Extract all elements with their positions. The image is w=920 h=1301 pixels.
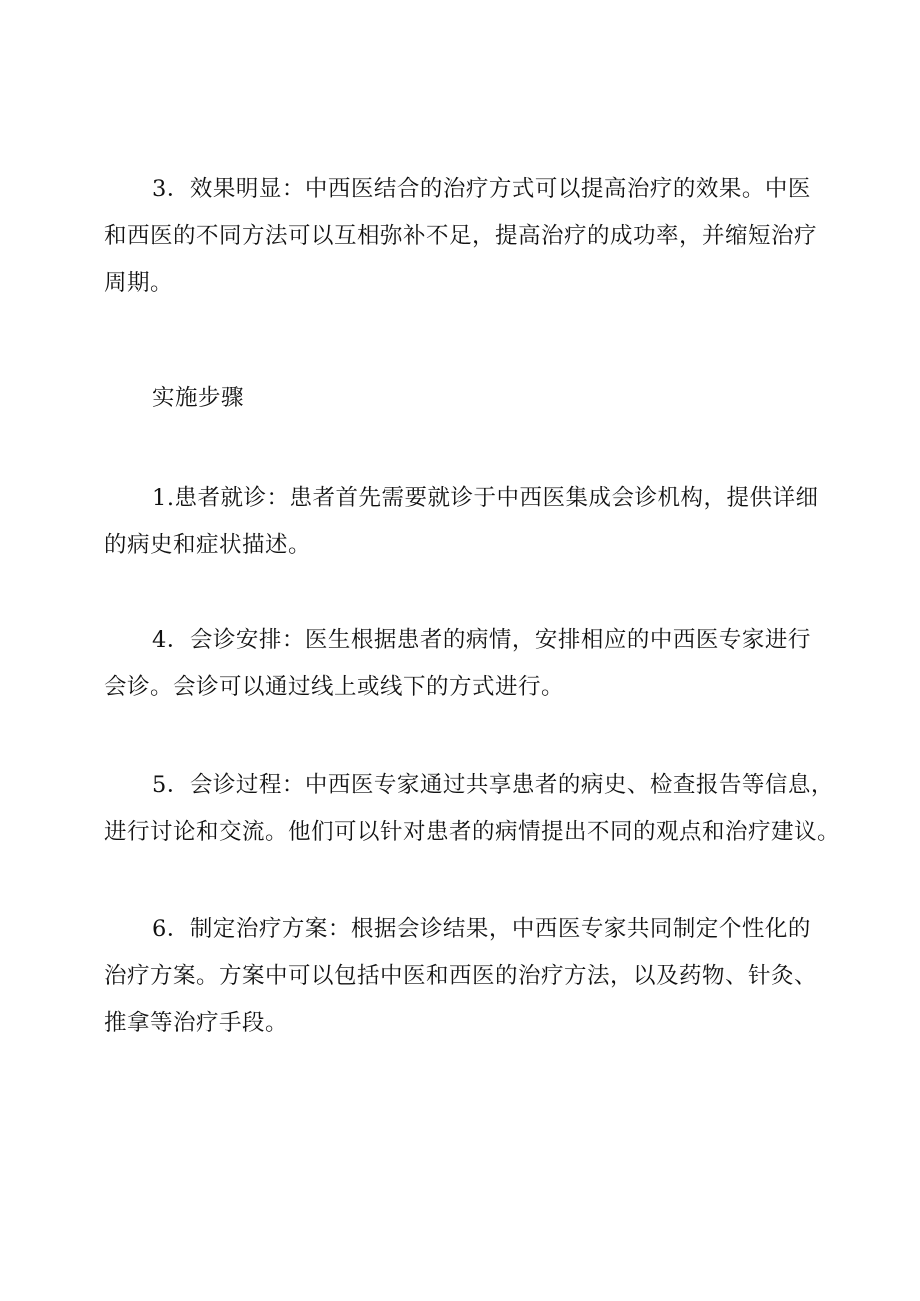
paragraph-consultation-arrangement: [104, 617, 834, 711]
paragraph-line: 治疗方案。方案中可以包括中医和西医的治疗方法，以及药物、针灸、: [104, 963, 818, 989]
paragraph-line: 推拿等治疗手段。: [104, 1010, 289, 1036]
paragraph-line: 会诊。会诊可以通过线上或线下的方式进行。: [104, 674, 565, 700]
paragraph-effect-obvious: [104, 166, 834, 307]
paragraph-line: 5．会诊过程：中西医专家通过共享患者的病史、检查报告等信息，: [152, 772, 834, 798]
section-heading: [104, 375, 834, 422]
section-heading-text: 实施步骤: [152, 385, 245, 411]
paragraph-patient-visit: [104, 475, 834, 569]
paragraph-line: 的病史和症状描述。: [104, 532, 312, 558]
paragraph-consultation-process: [104, 762, 841, 856]
paragraph-treatment-plan: [104, 906, 834, 1047]
paragraph-line: 1.患者就诊：患者首先需要就诊于中西医集成会诊机构，提供详细: [152, 485, 819, 511]
paragraph-line: 进行讨论和交流。他们可以针对患者的病情提出不同的观点和治疗建议。: [104, 819, 841, 845]
paragraph-line: 4．会诊安排：医生根据患者的病情，安排相应的中西医专家进行: [152, 627, 811, 653]
paragraph-line: 周期。: [104, 270, 174, 296]
paragraph-line: 3．效果明显：中西医结合的治疗方式可以提高治疗的效果。中医: [152, 176, 811, 202]
paragraph-line: 6．制定治疗方案：根据会诊结果，中西医专家共同制定个性化的: [152, 916, 811, 942]
paragraph-line: 和西医的不同方法可以互相弥补不足，提高治疗的成功率，并缩短治疗: [104, 223, 818, 249]
